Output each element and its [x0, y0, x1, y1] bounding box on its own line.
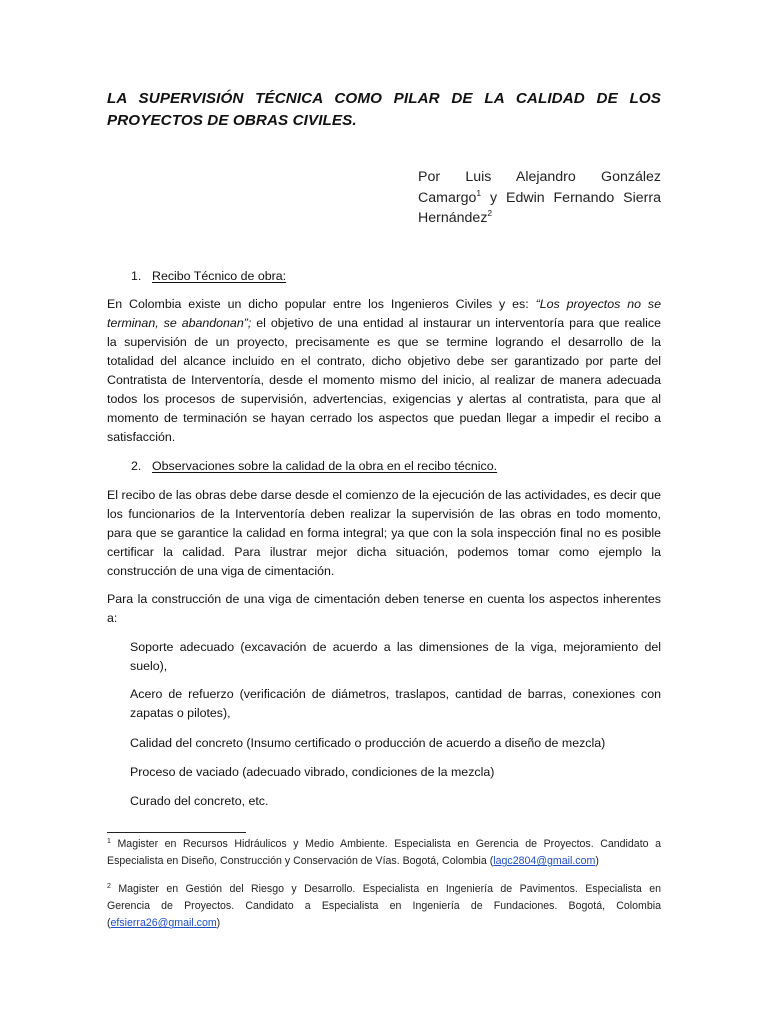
list-item-line: Soporte adecuado (excavación de acuerdo a las dimensiones de la viga, mejoramiento del	[130, 640, 661, 654]
text-run: )	[595, 855, 599, 868]
text-run: (	[107, 917, 111, 930]
paragraph-line: satisfacción.	[107, 430, 176, 444]
list-item	[130, 792, 661, 811]
paragraph-line	[107, 314, 661, 333]
section-1-title: Recibo Técnico de obra:	[152, 269, 287, 283]
quote-text: “Los proyectos no se	[535, 297, 661, 311]
email-link[interactable]: efsierra26@gmail.com	[110, 917, 217, 930]
list-item-line: Acero de refuerzo (verificación de diámetros, traslapos, cantidad de barras, conexiones con	[130, 687, 661, 701]
footnote-line: Gerencia de Proyectos. Candidato a Especialista en Ingeniería de Fundaciones. Bogotá, Colombia	[107, 900, 661, 913]
section-2-paragraph-1	[107, 486, 661, 581]
paragraph-line: Contratista de Interventoría, desde el momento mismo del inicio, al realizar de manera adecuada	[107, 373, 661, 387]
footnote-ref-2: 2	[487, 208, 493, 218]
list-item-line: Curado del concreto, etc.	[130, 794, 269, 808]
document-title	[107, 88, 661, 132]
list-item-line: Calidad del concreto (Insumo certificado o producción de acuerdo a diseño de mezcla)	[130, 736, 606, 750]
list-item	[130, 685, 661, 723]
footnote-marker: 2	[107, 883, 111, 890]
paragraph-line: El recibo de las obras debe darse desde el comienzo de la ejecución de las actividades, es decir que	[107, 488, 661, 502]
text-run: En Colombia existe un dicho popular entre los Ingenieros Civiles y es:	[107, 297, 536, 311]
footnote-line	[107, 853, 661, 870]
section-1-number: 1.	[131, 269, 142, 283]
paragraph-line	[107, 295, 661, 314]
quote-text: terminan, se abandonan”;	[107, 316, 252, 330]
list-item	[130, 734, 661, 753]
paragraph-line: la supervisión de un proyecto, precisamente es que se termine logrando el desarrollo de la	[107, 335, 661, 349]
author-1-surname: Camargo	[418, 189, 477, 206]
section-2-number: 2.	[131, 459, 142, 473]
list-item-line: Proceso de vaciado (adecuado vibrado, condiciones de la mezcla)	[130, 765, 495, 779]
text-run: Magister en Gestión del Riesgo y Desarrollo. Especialista en Ingeniería de Pavimentos. Especialista en	[110, 883, 661, 895]
paragraph-line: para que se garantice la calidad en forma integral; ya que con la sola inspección final no es posible	[107, 526, 661, 540]
footnote-line	[107, 881, 661, 898]
section-1-paragraph	[107, 295, 661, 447]
paragraph-line: momento de terminación se hayan cerrado los aspectos que puedan llegar a impedir el recibo a	[107, 411, 661, 425]
text-run: Especialista en Diseño, Construcción y Conservación de Vías. Bogotá, Colombia (	[107, 855, 494, 868]
footnote-1	[107, 836, 661, 870]
text-run: Magister en Recursos Hidráulicos y Medio Ambiente. Especialista en Gerencia de Proyectos. Candidato a	[110, 838, 661, 850]
author-2-surname: Hernández	[418, 210, 488, 226]
paragraph-line: certificar la calidad. Para ilustrar mejor dicha situación, podemos tomar como ejemplo la	[107, 545, 661, 559]
footnote-ref-1: 1	[476, 187, 482, 198]
paragraph-line: los funcionarios de la Interventoría deben realizar la supervisión de las obras en todo momento,	[107, 507, 661, 521]
paragraph-line: todos los procesos de supervisión, advertencias, exigencias y alertas al contratista, para que al	[107, 392, 661, 406]
list-item-line: zapatas o pilotes),	[130, 706, 231, 720]
paragraph-line: a:	[107, 611, 118, 625]
email-link[interactable]: lagc2804@gmail.com	[493, 855, 596, 868]
title-line-1: LA SUPERVISIÓN TÉCNICA COMO PILAR DE LA CALIDAD DE LOS	[107, 90, 661, 107]
author-2-name: y Edwin Fernando Sierra	[481, 189, 661, 206]
author-line-2	[418, 188, 661, 209]
paragraph-line: construcción de una viga de cimentación.	[107, 564, 335, 578]
footnote-line	[107, 915, 661, 932]
list-item-line: suelo),	[130, 659, 168, 673]
author-line-1: Por Luis Alejandro González	[418, 169, 661, 185]
text-run: )	[216, 917, 221, 930]
author-byline	[418, 167, 661, 229]
list-item	[130, 763, 661, 782]
footnote-marker: 1	[107, 838, 111, 845]
author-line-3	[418, 208, 661, 229]
section-2-title: Observaciones sobre la calidad de la obra en el recibo técnico.	[152, 459, 498, 473]
list-item	[130, 638, 661, 676]
paragraph-line: Para la construcción de una viga de cimentación deben tenerse en cuenta los aspectos inherentes	[107, 592, 661, 606]
footnote-2	[107, 881, 661, 933]
footnote-line	[107, 836, 661, 853]
text-run: el objetivo de una entidad al instaurar un interventoría para que realice	[251, 316, 661, 330]
title-line-2: PROYECTOS DE OBRAS CIVILES.	[107, 112, 357, 129]
section-2-paragraph-2	[107, 590, 661, 628]
footnote-separator	[107, 832, 246, 833]
paragraph-line: totalidad del alcance incluido en el contrato, dicho objetivo debe ser garantizado por parte del	[107, 354, 661, 368]
